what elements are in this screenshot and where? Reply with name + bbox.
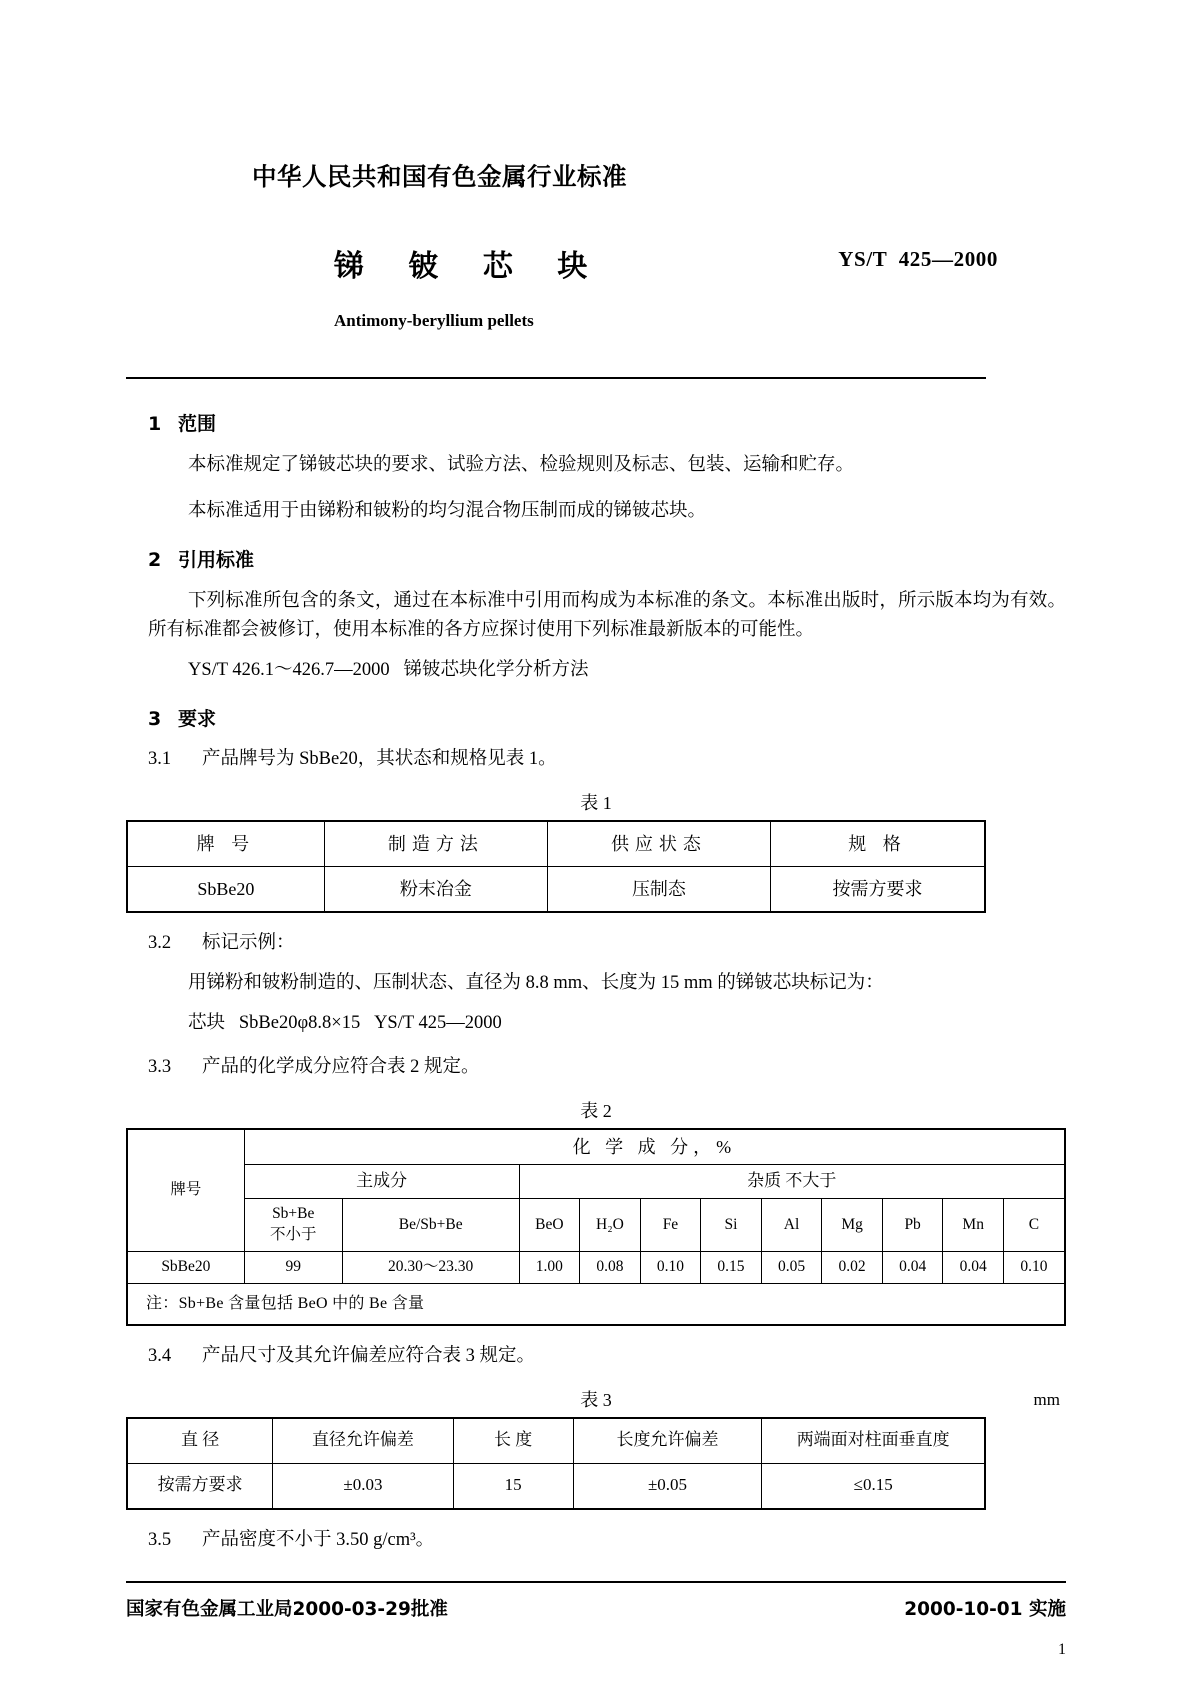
table-3-unit: mm [1033, 1389, 1060, 1409]
table-2-header-impurity: 杂质 不大于 [519, 1165, 1065, 1199]
table-3-caption-row [126, 1391, 1066, 1409]
table-2-caption: 表 2 [580, 1101, 612, 1122]
title-row [126, 241, 1066, 283]
table-2-header-main-composition: 主成分 [244, 1165, 519, 1199]
table-1-cell-method: 粉末冶金 [324, 867, 547, 913]
clause-3-title: 要求 [178, 708, 217, 731]
clause-2-title: 引用标准 [178, 549, 255, 572]
footer-divider [126, 1581, 1066, 1583]
subclause-3-1 [148, 746, 1066, 774]
table-3-header-row [127, 1418, 985, 1464]
subclause-3-3 [148, 1054, 1066, 1082]
clause-1-paragraph-1: 本标准规定了锑铍芯块的要求、试验方法、检验规则及标志、包装、运输和贮存。 [188, 455, 855, 475]
table-row [127, 1463, 985, 1509]
subclause-3-4-number: 3.4 [148, 1346, 172, 1367]
table-2-cell-si: 0.15 [701, 1252, 762, 1284]
table-2-header-fe: Fe [640, 1199, 701, 1252]
table-3-header-diameter: 直 径 [127, 1418, 273, 1464]
document-body [126, 415, 1066, 1555]
table-2-header-sb-be [244, 1199, 342, 1252]
table-2-note: 注：Sb+Be 含量包括 BeO 中的 Be 含量 [127, 1284, 1065, 1326]
table-3-header-length-tolerance: 长度允许偏差 [573, 1418, 762, 1464]
subclause-3-1-number: 3.1 [148, 749, 172, 770]
table-3-caption: 表 3 [580, 1389, 612, 1410]
clause-2-referenced-standard: YS/T 426.1～426.7—2000 锑铍芯块化学分析方法 [188, 659, 589, 680]
table-3-cell-diameter: 按需方要求 [127, 1463, 273, 1509]
clause-2-heading [148, 551, 1066, 570]
table-2-header-al: Al [761, 1199, 822, 1252]
table-2-header-h2o: H₂O [580, 1199, 641, 1252]
standard-organization-title: 中华人民共和国有色金属行业标准 [252, 162, 627, 191]
page-number: 1 [1058, 1640, 1066, 1658]
table-3-cell-diameter-tolerance: ±0.03 [273, 1463, 453, 1509]
table-2-header-chemical-composition: 化 学 成 分，% [244, 1129, 1065, 1165]
table-1-header-brand: 牌 号 [127, 821, 324, 867]
table-2-cell-sb-be: 99 [244, 1252, 342, 1284]
table-2-header-sb-be-label: Sb+Be [272, 1205, 315, 1223]
table-2-cell-c: 0.10 [1003, 1252, 1065, 1284]
subclause-3-2-text: 标记示例： [202, 933, 295, 954]
table-1-header-method: 制造方法 [324, 821, 547, 867]
footer-implementation-text: 2000-10-01 实施 [904, 1598, 1066, 1620]
subclause-3-4-text: 产品尺寸及其允许偏差应符合表 3 规定。 [202, 1346, 536, 1367]
table-1-header-spec: 规 格 [770, 821, 985, 867]
table-2-header-beo: BeO [519, 1199, 580, 1252]
subclause-3-5-text: 产品密度不小于 3.50 g/cm³。 [202, 1529, 435, 1550]
table-1 [126, 820, 986, 913]
table-2-element-row [127, 1199, 1065, 1252]
table-2-cell-al: 0.05 [761, 1252, 822, 1284]
table-3-cell-length-tolerance: ±0.05 [573, 1463, 762, 1509]
subclause-3-5 [148, 1527, 1066, 1555]
table-2-header-pb: Pb [882, 1199, 943, 1252]
table-3-cell-length: 15 [453, 1463, 573, 1509]
clause-3-heading [148, 710, 1066, 729]
table-2-note-row [127, 1284, 1065, 1326]
clause-1-number: 1 [148, 413, 162, 435]
subclause-3-4 [148, 1343, 1066, 1371]
footer-approval-text: 国家有色金属工业局2000-03-29批准 [126, 1598, 448, 1620]
table-2-header-si: Si [701, 1199, 762, 1252]
table-2-cell-h2o: 0.08 [580, 1252, 641, 1284]
table-2-cell-be-ratio: 20.30～23.30 [342, 1252, 519, 1284]
clause-1-heading [148, 415, 1066, 434]
masthead [126, 0, 1066, 379]
table-1-cell-state: 压制态 [547, 867, 770, 913]
table-2-header-be-ratio: Be/Sb+Be [342, 1199, 519, 1252]
table-row [127, 867, 985, 913]
subclause-3-2-number: 3.2 [148, 933, 172, 954]
table-2-header-mg: Mg [822, 1199, 883, 1252]
table-1-caption: 表 1 [580, 793, 612, 814]
subclause-3-5-number: 3.5 [148, 1529, 172, 1550]
table-3-header-perpendicularity: 两端面对柱面垂直度 [762, 1418, 985, 1464]
subclause-3-3-number: 3.3 [148, 1057, 172, 1078]
clause-1-title: 范围 [178, 413, 217, 435]
clause-2-paragraph-1: 下列标准所包含的条文，通过在本标准中引用而构成为本标准的条文。本标准出版时，所示版本均为有效。所有标准都会被修订，使用本标准的各方应探讨使用下列标准最新版本的可能性。 [148, 591, 1066, 641]
table-1-header-row [127, 821, 985, 867]
table-2-header-sb-be-limit: 不小于 [269, 1226, 317, 1244]
table-3 [126, 1417, 986, 1510]
clause-1-paragraph-2: 本标准适用于由锑粉和铍粉的均匀混合物压制而成的锑铍芯块。 [188, 500, 707, 521]
table-2-group-row [127, 1129, 1065, 1165]
table-2-cell-beo: 1.00 [519, 1252, 580, 1284]
subclause-3-2-example-line-2: 芯块 SbBe20φ8.8×15 YS/T 425—2000 [188, 1012, 502, 1033]
table-2-subgroup-row [127, 1165, 1065, 1199]
subclause-3-3-text: 产品的化学成分应符合表 2 规定。 [202, 1057, 480, 1078]
subclause-3-2-example-line-1: 用锑粉和铍粉制造的、压制状态、直径为 8.8 mm、长度为 15 mm 的锑铍芯块标记为： [188, 972, 884, 993]
table-1-header-state: 供应状态 [547, 821, 770, 867]
subclause-3-2 [148, 930, 1066, 958]
table-row [127, 1252, 1065, 1284]
document-title: 锑 铍 芯 块 [334, 249, 605, 284]
table-2-cell-fe: 0.10 [640, 1252, 701, 1284]
table-2-cell-mn: 0.04 [943, 1252, 1004, 1284]
table-2 [126, 1128, 1066, 1326]
page-footer [126, 1595, 1066, 1625]
standard-number: YS/T 425—2000 [838, 247, 998, 271]
table-3-cell-perpendicularity: ≤0.15 [762, 1463, 985, 1509]
document-subtitle-english: Antimony-beryllium pellets [334, 311, 534, 330]
table-3-header-length: 长 度 [453, 1418, 573, 1464]
page-content [126, 0, 1066, 1659]
table-3-header-diameter-tolerance: 直径允许偏差 [273, 1418, 453, 1464]
table-2-cell-pb: 0.04 [882, 1252, 943, 1284]
table-2-header-mn: Mn [943, 1199, 1004, 1252]
table-1-cell-spec: 按需方要求 [770, 867, 985, 913]
header-divider [126, 377, 986, 379]
table-2-header-brand: 牌号 [127, 1129, 244, 1252]
table-2-header-c: C [1003, 1199, 1065, 1252]
table-1-cell-brand: SbBe20 [127, 867, 324, 913]
clause-2-number: 2 [148, 549, 162, 572]
table-2-cell-brand: SbBe20 [127, 1252, 244, 1284]
table-2-cell-mg: 0.02 [822, 1252, 883, 1284]
subclause-3-1-text: 产品牌号为 SbBe20，其状态和规格见表 1。 [202, 749, 557, 770]
clause-3-number: 3 [148, 708, 162, 731]
